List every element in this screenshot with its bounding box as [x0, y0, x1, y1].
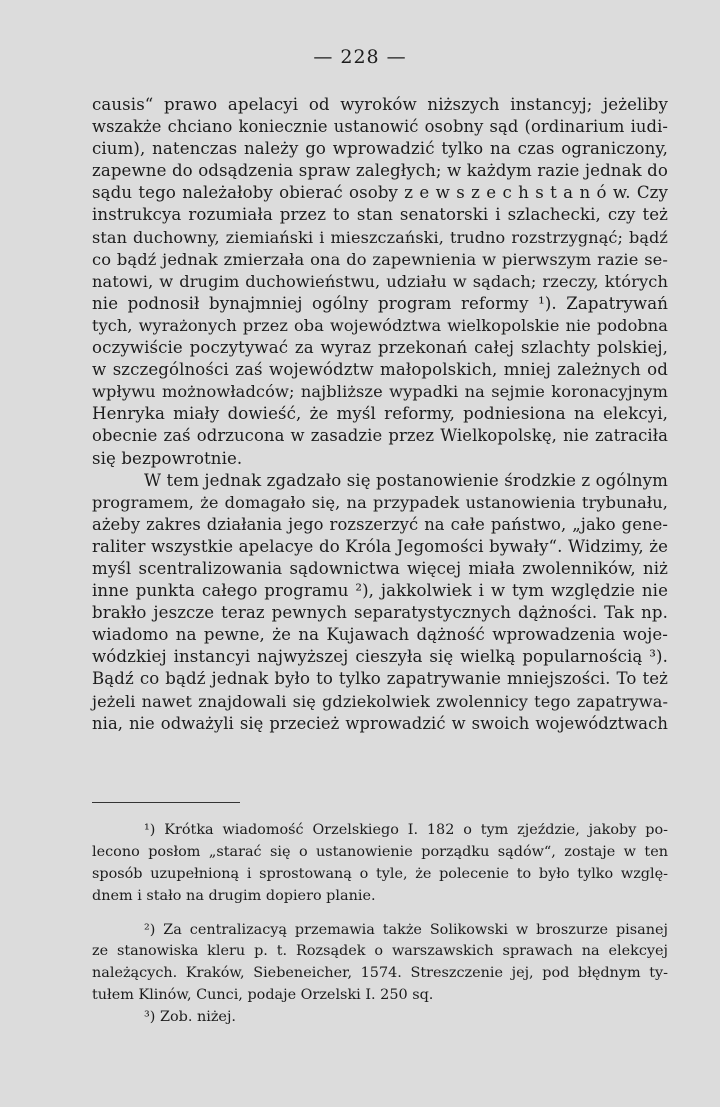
- text-line: raliter wszystkie apelacye do Króla Jegomości bywały“. Widzimy, że: [92, 536, 668, 556]
- footnote-3-line: ³) Zob. niżej.: [144, 1009, 236, 1026]
- footnote-2-line: należących. Kraków, Siebeneicher, 1574. Streszczenie jej, pod błędnym ty-: [92, 965, 668, 982]
- footnote-2-line: ze stanowiska kleru p. t. Rozsądek o warszawskich sprawach na elekcyej: [92, 943, 668, 960]
- body-text: [92, 94, 668, 735]
- text-line: nia, nie odważyli się przecież wprowadzić w swoich województwach: [92, 713, 668, 733]
- text-line: stan duchowny, ziemiański i mieszczański, trudno rozstrzygnąć; bądź: [92, 227, 668, 247]
- footnote-1-line: ¹) Krótka wiadomość Orzelskiego I. 182 o tym zjeździe, jakoby po-: [144, 822, 668, 838]
- text-line: wiadomo na pewne, że na Kujawach dążność wprowadzenia woje-: [92, 625, 668, 645]
- text-line: programem, że domagało się, na przypadek ustanowienia trybunału,: [92, 492, 668, 512]
- text-line: wpływu możnowładców; najbliższe wypadki na sejmie koronacyjnym: [92, 382, 668, 402]
- footnote-1-line: sposób uzupełnioną i sprostowaną o tyle, że polecenie to było tylko wzglę-: [92, 865, 668, 882]
- text-line: natowi, w drugim duchowieństwu, udziału w sądach; rzeczy, których: [92, 271, 668, 291]
- text-line: myśl scentralizowania sądownictwa więcej miała zwolenników, niż: [92, 558, 668, 578]
- page-number: — 228 —: [313, 46, 407, 68]
- text-line: Bądź co bądź jednak było to tylko zapatrywanie mniejszości. To też: [92, 669, 668, 689]
- footnote-2-line: tułem Klinów, Cunci, podaje Orzelski I. 250 sq.: [92, 987, 434, 1004]
- text-line: co bądź jednak zmierzała ona do zapewnienia w pierwszym razie se-: [92, 249, 668, 269]
- text-line: Henryka miały dowieść, że myśl reformy, podniesiona na elekcyi,: [92, 404, 668, 424]
- text-line: tych, wyrażonych przez oba województwa wielkopolskie nie podobna: [92, 315, 668, 335]
- text-line: sądu tego należałoby obierać osoby z e w s z e c h s t a n ó w. Czy: [92, 183, 668, 203]
- text-line: się bezpowrotnie.: [92, 448, 243, 468]
- footnotes: [92, 820, 668, 1029]
- text-line: cium), natenczas należy go wprowadzić tylko na czas ograniczony,: [92, 139, 668, 159]
- text-line: ażeby zakres działania jego rozszerzyć na całe państwo, „jako gene-: [92, 514, 668, 534]
- text-line: brakło jeszcze teraz pewnych separatystycznych dążności. Tak np.: [92, 603, 668, 623]
- text-line: wszakże chciano koniecznie ustanowić osobny sąd (ordinarium iudi-: [92, 117, 668, 137]
- text-line: instrukcya rozumiała przez to stan senatorski i szlachecki, czy też: [92, 205, 668, 225]
- text-line: w szczególności zaś województw małopolskich, mniej zależnych od: [92, 360, 668, 380]
- footnote-1-line: dnem i stało na drugim dopiero planie.: [92, 887, 376, 904]
- text-line: causis“ prawo apelacyi od wyroków niższych instancyj; jeżeliby: [92, 95, 668, 114]
- text-line: W tem jednak zgadzało się postanowienie środzkie z ogólnym: [144, 470, 668, 490]
- text-line: nie podnosił bynajmniej ogólny program reformy ¹). Zapatrywań: [92, 293, 668, 313]
- text-line: wódzkiej instancyi najwyższej cieszyła się wielką popularnością ³).: [92, 647, 668, 667]
- text-line: obecnie zaś odrzucona w zasadzie przez Wielkopolskę, nie zatraciła: [92, 426, 668, 446]
- footnote-spacer: [92, 908, 668, 920]
- text-line: inne punkta całego programu ²), jakkolwiek i w tym względzie nie: [92, 581, 668, 601]
- text-line: zapewne do odsądzenia spraw zaległych; w każdym razie jednak do: [92, 161, 668, 181]
- footnote-1-line: lecono posłom „starać się o ustanowienie porządku sądów“, zostaje w ten: [92, 843, 668, 860]
- text-line: jeżeli nawet znajdowali się gdziekolwiek zwolennicy tego zapatrywa-: [92, 691, 668, 711]
- text-line: oczywiście poczytywać za wyraz przekonań całej szlachty polskiej,: [92, 338, 668, 358]
- footnote-divider: [92, 802, 240, 803]
- footnote-2-line: ²) Za centralizacyą przemawia także Solikowski w broszurze pisanej: [144, 921, 668, 938]
